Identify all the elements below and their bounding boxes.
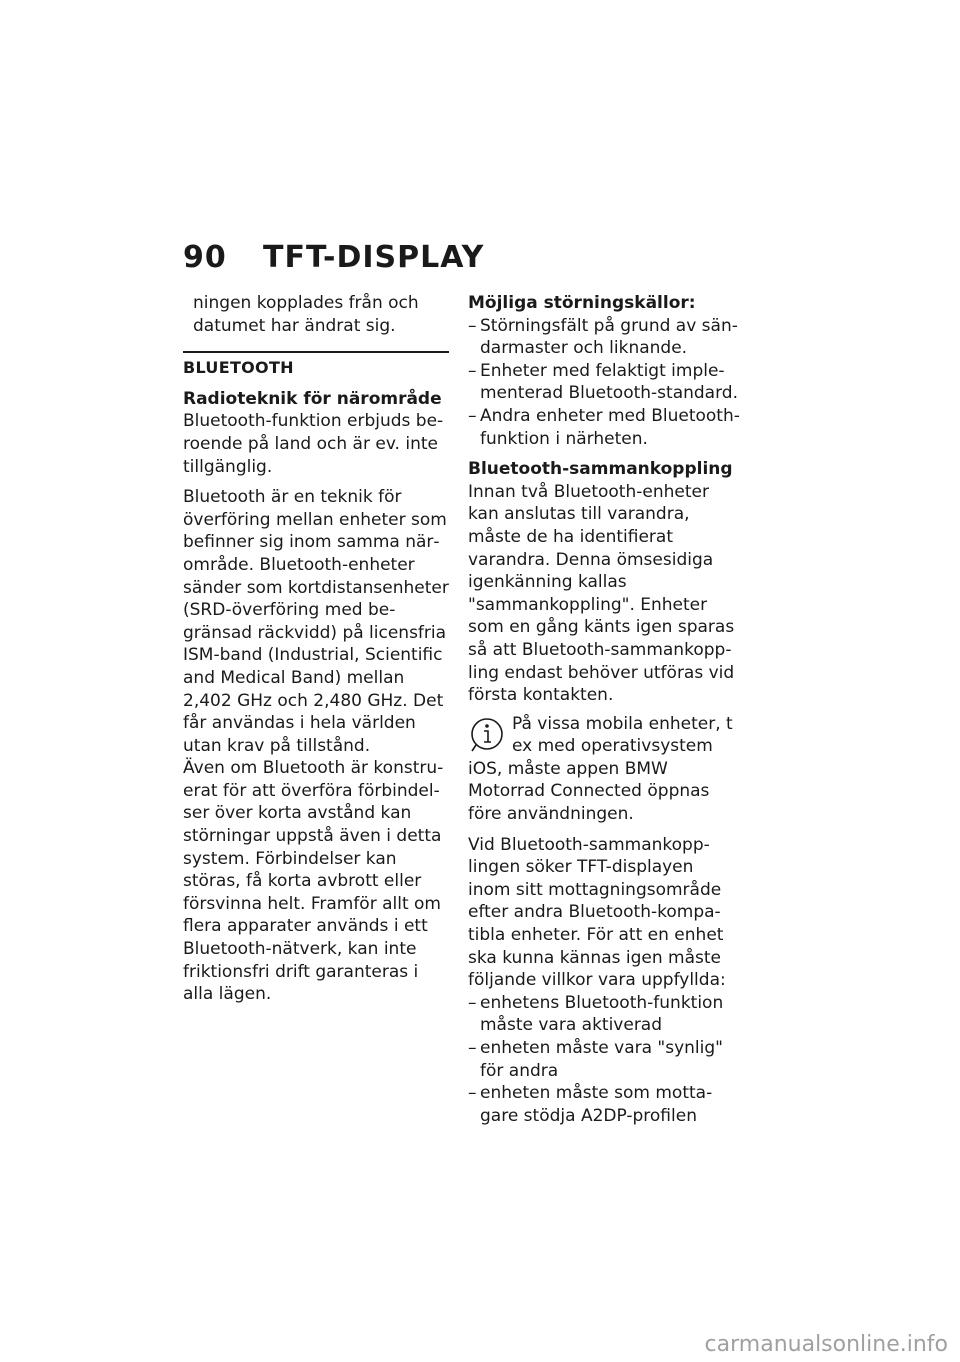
info-icon xyxy=(468,715,506,755)
section-title: BLUETOOTH xyxy=(183,358,294,378)
watermark: carmanualsonline.info xyxy=(704,1332,948,1357)
list-item: – enhetens Bluetooth-funktion måste vara aktiverad xyxy=(468,992,740,1037)
paragraph: Bluetooth är en teknik för överföring mellan enheter som befinner sig inom samma närområde. Bluetooth-enheter sänder som kortdistansenheter (SRD-överföring med begränsad räckvidd) på licensfria ISM-band (Industrial, Scientific and Medical Band) mellan 2,402 GHz och 2,480 GHz. Det får användas i hela världen utan krav på tillstånd. xyxy=(183,487,449,756)
info-text: På vissa mobila enheter, t ex med operativsystem iOS, måste appen BMW Motorrad Connected öppnas före användningen. xyxy=(468,713,733,825)
right-column xyxy=(468,292,740,1127)
paragraph: Vid Bluetooth-sammankopplingen söker TFT-displayen inom sitt mottagningsområde efter andra Bluetooth-kompatibla enheter. För att en enhet ska kunna kännas igen måste följande villkor vara uppfyllda: xyxy=(468,834,726,991)
chapter-title: TFT-DISPLAY xyxy=(263,240,485,275)
left-column xyxy=(183,292,449,1006)
list-item: – enheten måste vara "synlig" för andra xyxy=(468,1037,740,1082)
page-header xyxy=(183,240,484,280)
list-item: – enheten måste som mottagare stödja A2DP-profilen xyxy=(468,1082,740,1127)
subhead-pairing: Bluetooth-sammankoppling xyxy=(468,459,733,480)
section-divider xyxy=(183,351,449,353)
intro-text: ningen kopplades från och datumet har ändrat sig. xyxy=(193,293,419,336)
info-note xyxy=(468,713,740,826)
page-number: 90 xyxy=(183,240,227,275)
subhead-sources: Möjliga störningskällor: xyxy=(468,293,696,313)
paragraph: Innan två Bluetooth-enheter kan anslutas till varandra, måste de ha identifierat varandra. Denna ömsesidiga igenkänning kallas "sammankoppling". Enheter som en gång känts igen sparas så att Bluetooth-sammankoppling endast behöver utföras vid första kontakten. xyxy=(468,481,735,706)
sources-list xyxy=(468,315,740,451)
list-item: – Andra enheter med Bluetooth-funktion i närheten. xyxy=(468,405,740,450)
paragraph: Även om Bluetooth är konstruerat för att överföra förbindelser över korta avstånd kan störningar uppstå även i detta system. Förbindelser kan störas, få korta avbrott eller försvinna helt. Framför allt om flera apparater används i ett Bluetooth-nätverk, kan inte friktionsfri drift garanteras i alla lägen. xyxy=(183,758,444,1005)
conditions-list xyxy=(468,992,740,1128)
subhead-radio: Radioteknik för närområde xyxy=(183,388,442,409)
paragraph: Bluetooth-funktion erbjuds beroende på land och är ev. inte tillgänglig. xyxy=(183,411,444,477)
list-item: – Störningsfält på grund av sändarmaster och liknande. xyxy=(468,315,740,360)
list-item: – Enheter med felaktigt implementerad Bluetooth-standard. xyxy=(468,360,740,405)
